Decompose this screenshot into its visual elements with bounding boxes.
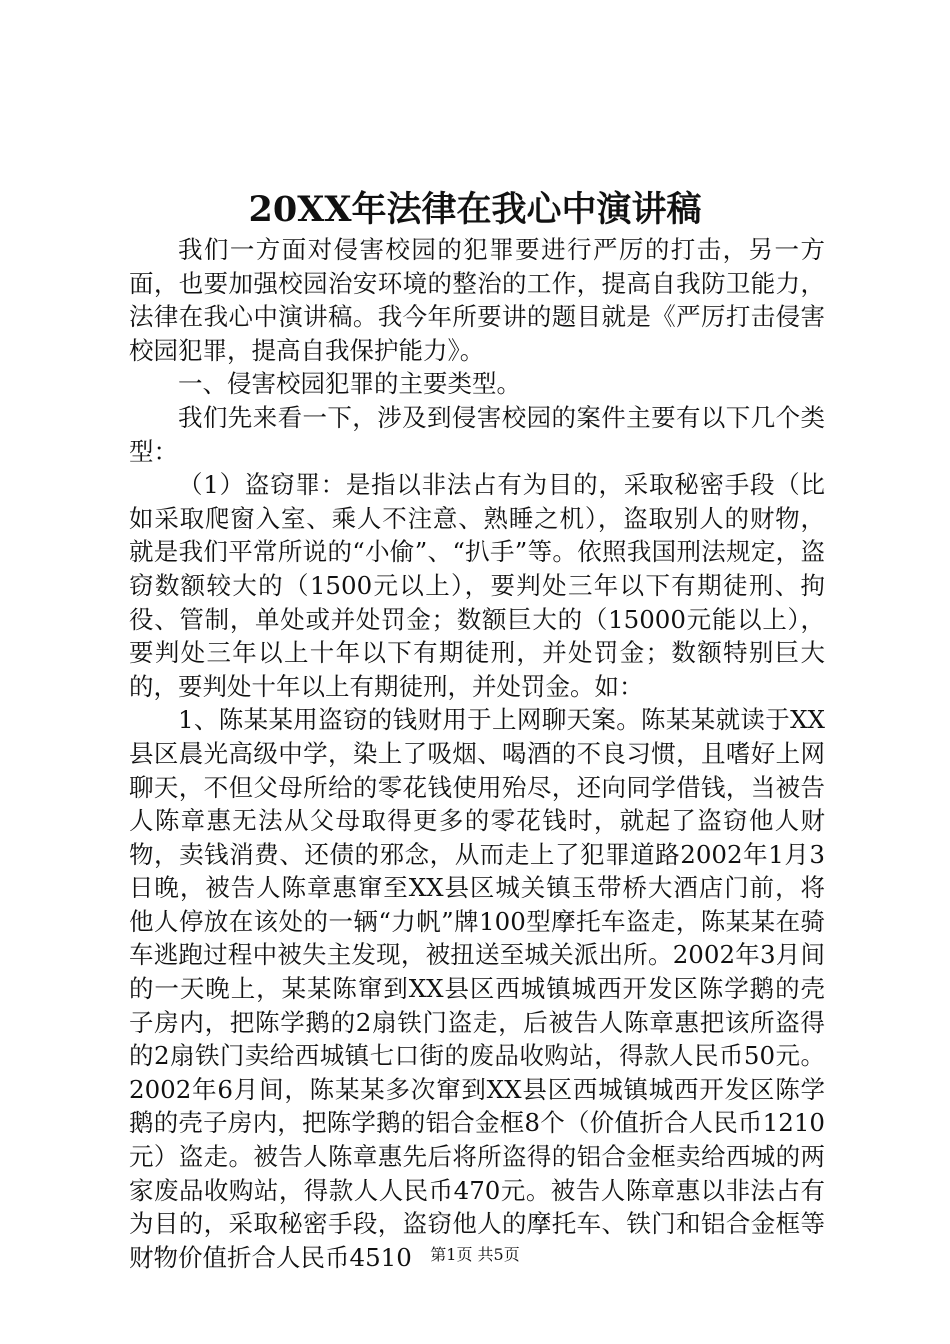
page-footer: 第1页 共5页 — [430, 1245, 520, 1264]
paragraph-types: 我们先来看一下，涉及到侵害校园的案件主要有以下几个类型： — [129, 402, 825, 466]
paragraph-theft: （1）盗窃罪：是指以非法占有为目的，采取秘密手段（比如采取爬窗入室、乘人不注意、熟睡之机），盗取别人的财物，就是我们平常所说的“小偷”、“扒手”等。依照我国刑法规定，盗窃数额较大的（1500元以上），要判处三年以下有期徒刑、拘役、管制，单处或并处罚金；数额巨大的（15000元能以上），要判处三年以上十年以下有期徒刑，并处罚金；数额特别巨大的，要判处十年以上有期徒刑，并处罚金。如： — [129, 470, 825, 701]
section-heading: 一、侵害校园犯罪的主要类型。 — [178, 369, 521, 399]
paragraph-case-1: 1、陈某某用盗窃的钱财用于上网聊天案。陈某某就读于XX县区晨光高级中学，染上了吸烟、喝酒的不良习惯，且嗜好上网聊天，不但父母所给的零花钱使用殆尽，还向同学借钱，当被告人陈章惠无法从父母取得更多的零花钱时，就起了盗窃他人财物，卖钱消费、还债的邪念，从而走上了犯罪道路2002年1月3日晚，被告人陈章惠窜至XX县区城关镇玉带桥大酒店门前，将他人停放在该处的一辆“力帆”牌100型摩托车盗走，陈某某在骑车逃跑过程中被失主发现，被扭送至城关派出所。2002年3月间的一天晚上，某某陈窜到XX县区西城镇城西开发区陈学鹅的壳子房内，把陈学鹅的2扇铁门盗走，后被告人陈章惠把该所盗得的2扇铁门卖给西城镇七口街的废品收购站，得款人民币50元。2002年6月间，陈某某多次窜到XX县区西城镇城西开发区陈学鹅的壳子房内，把陈学鹅的铝合金框8个（价值折合人民币1210元）盗走。被告人陈章惠先后将所盗得的铝合金框卖给西城的两家废品收购站，得款人人民币470元。被告人陈章惠以非法占有为目的，采取秘密手段，盗窃他人的摩托车、铁门和铝合金框等财物价值折合人民币4510 — [129, 705, 825, 1272]
document-body — [129, 233, 825, 1274]
paragraph-intro: 我们一方面对侵害校园的犯罪要进行严厉的打击，另一方面，也要加强校园治安环境的整治的工作，提高自我防卫能力，法律在我心中演讲稿。我今年所要讲的题目就是《严厉打击侵害校园犯罪，提高自我保护能力》。 — [129, 235, 825, 365]
document-title: 20XX年法律在我心中演讲稿 — [248, 189, 702, 230]
